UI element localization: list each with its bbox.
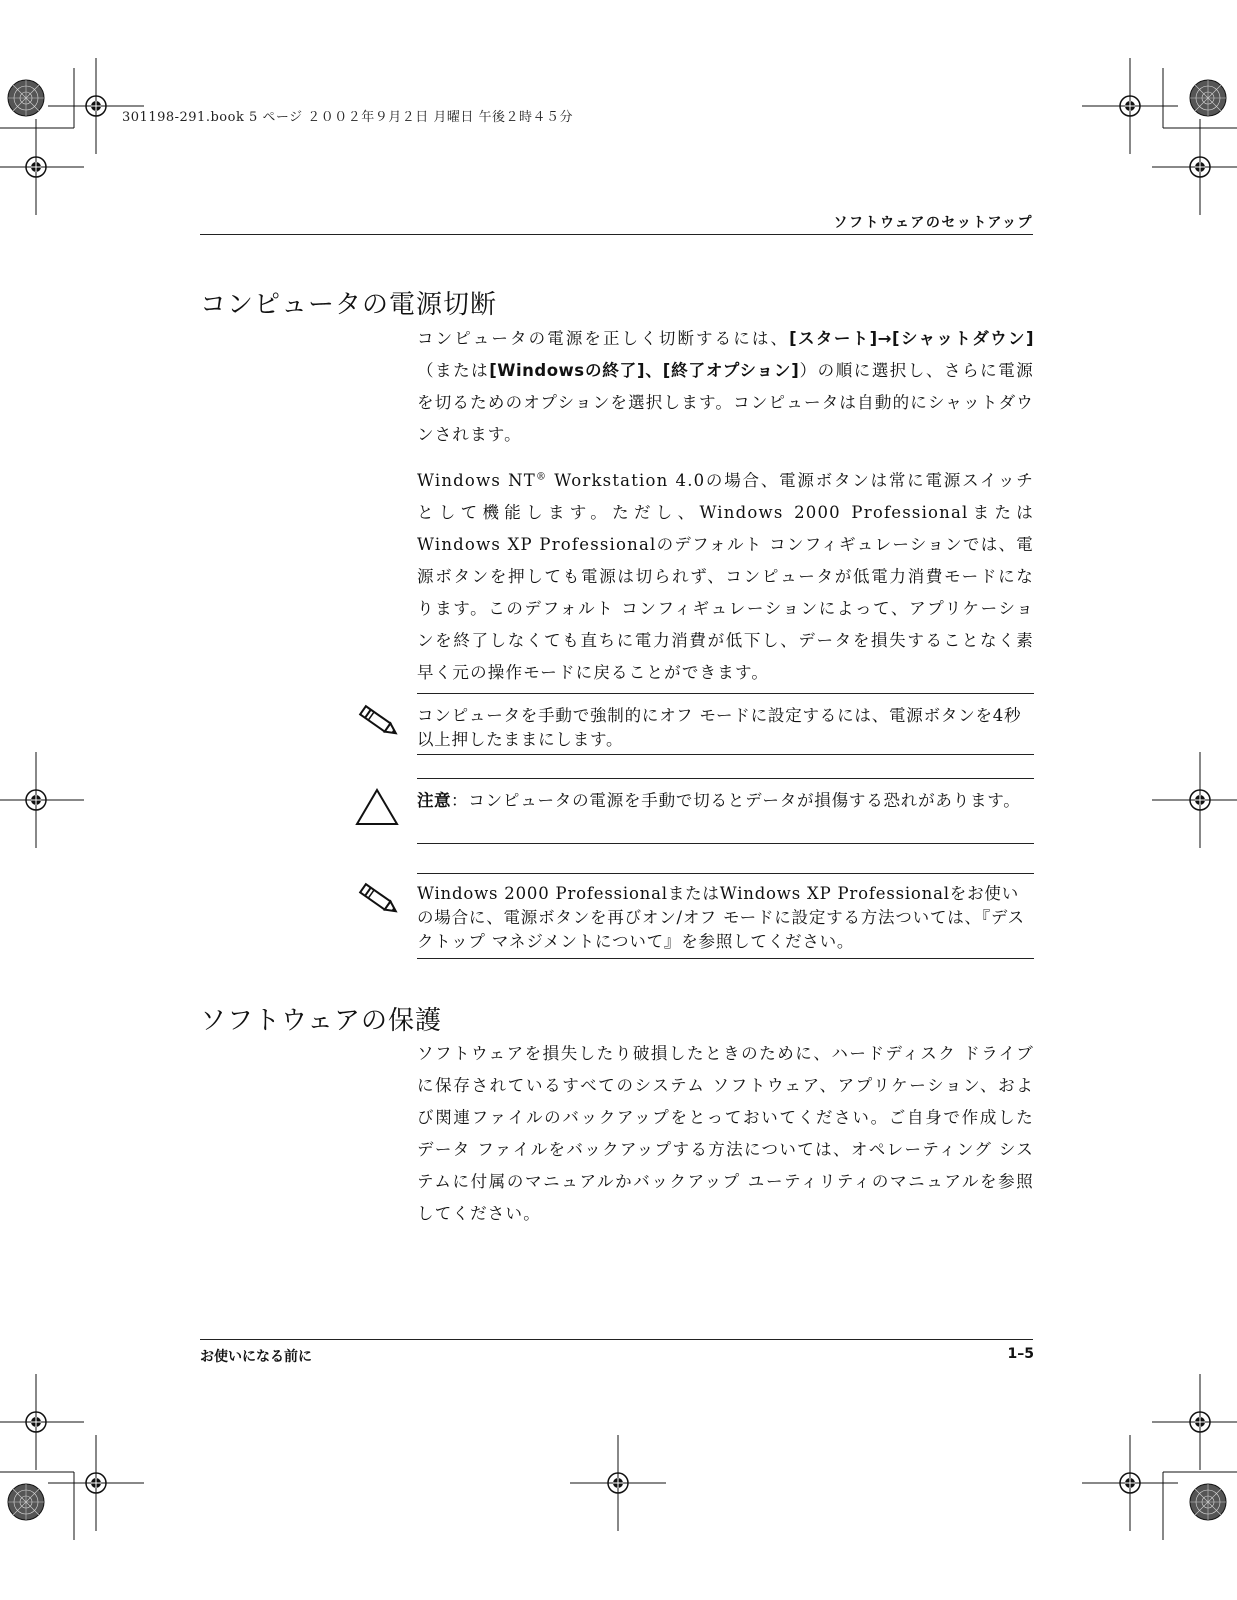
- print-slug: 301198-291.book 5 ページ ２００２年９月２日 月曜日 午後２時４５分: [122, 110, 573, 125]
- caution-bottom-rule: [417, 843, 1034, 844]
- footer-rule: [200, 1339, 1033, 1340]
- note2-bottom-rule: [417, 958, 1034, 959]
- note1-top-rule: [417, 693, 1034, 694]
- caution-label: 注意: [417, 791, 451, 810]
- header-rule: [200, 234, 1033, 235]
- paragraph-shutdown-steps: [417, 323, 1034, 451]
- caution-top-rule: [417, 778, 1034, 779]
- registered-mark: ®: [535, 471, 548, 483]
- running-head: ソフトウェアのセットアップ: [833, 215, 1033, 231]
- note-force-off: コンピュータを手動で強制的にオフ モードに設定するには、電源ボタンを4秒以上押したままにします。: [417, 706, 1022, 749]
- note1-bottom-rule: [417, 754, 1034, 755]
- page-number: 1–5: [1007, 1346, 1034, 1362]
- p1-text-a: コンピュータの電源を正しく切断するには、: [417, 329, 790, 348]
- p1-menu-path: [スタート]→[シャットダウン]: [789, 329, 1034, 348]
- p1-text-e: ）の順に選択し、さらに電源を切るためのオプションを選択します。コンピュータは自動的にシャットダウンされます。: [417, 361, 1034, 444]
- caution-triangle-icon: [355, 788, 399, 826]
- pencil-note-icon: [355, 882, 401, 918]
- p2-text-b: Workstation 4.0の場合、電源ボタンは常に電源スイッチとして機能します。ただし、Windows 2000 ProfessionalまたはWindows XP Professionalのデフォルト コンフィギュレーションでは、電源ボタンを押しても電源は切られず、コンピュータが低電力消費モードになります。このデフォルト コンフィギュレーションによって、アプリケーションを終了しなくても直ちに電力消費が低下し、データを損失することなく素早く元の操作モードに戻ることができます。: [417, 471, 1034, 682]
- section-title-software-protection: ソフトウェアの保護: [200, 1006, 442, 1036]
- note2-top-rule: [417, 873, 1034, 874]
- p1-text-c: （または: [417, 361, 490, 380]
- pencil-note-icon: [355, 704, 401, 740]
- p2-text-a: Windows NT: [417, 471, 536, 490]
- paragraph-backup: ソフトウェアを損失したり破損したときのために、ハードディスク ドライブに保存されているすべてのシステム ソフトウェア、アプリケーション、および関連ファイルのバックアップをとっておいてください。ご自身で作成したデータ ファイルをバックアップする方法については、オペレーティング システムに付属のマニュアルかバックアップ ユーティリティのマニュアルを参照してください。: [417, 1044, 1034, 1223]
- caution-body: ：コンピュータの電源を手動で切るとデータが損傷する恐れがあります。: [451, 791, 1021, 810]
- caution-text: [417, 789, 1034, 813]
- p1-menu-alt: [Windowsの終了]、[終了オプション]: [489, 361, 800, 380]
- footer-chapter-title: お使いになる前に: [200, 1349, 312, 1365]
- paragraph-power-button: [417, 465, 1034, 689]
- note-power-button-setting: Windows 2000 ProfessionalまたはWindows XP Professionalをお使いの場合に、電源ボタンを再びオン/オフ モードに設定する方法ついては、『デスクトップ マネジメントについて』を参照してください。: [417, 884, 1025, 951]
- section-title-power-off: コンピュータの電源切断: [200, 290, 498, 320]
